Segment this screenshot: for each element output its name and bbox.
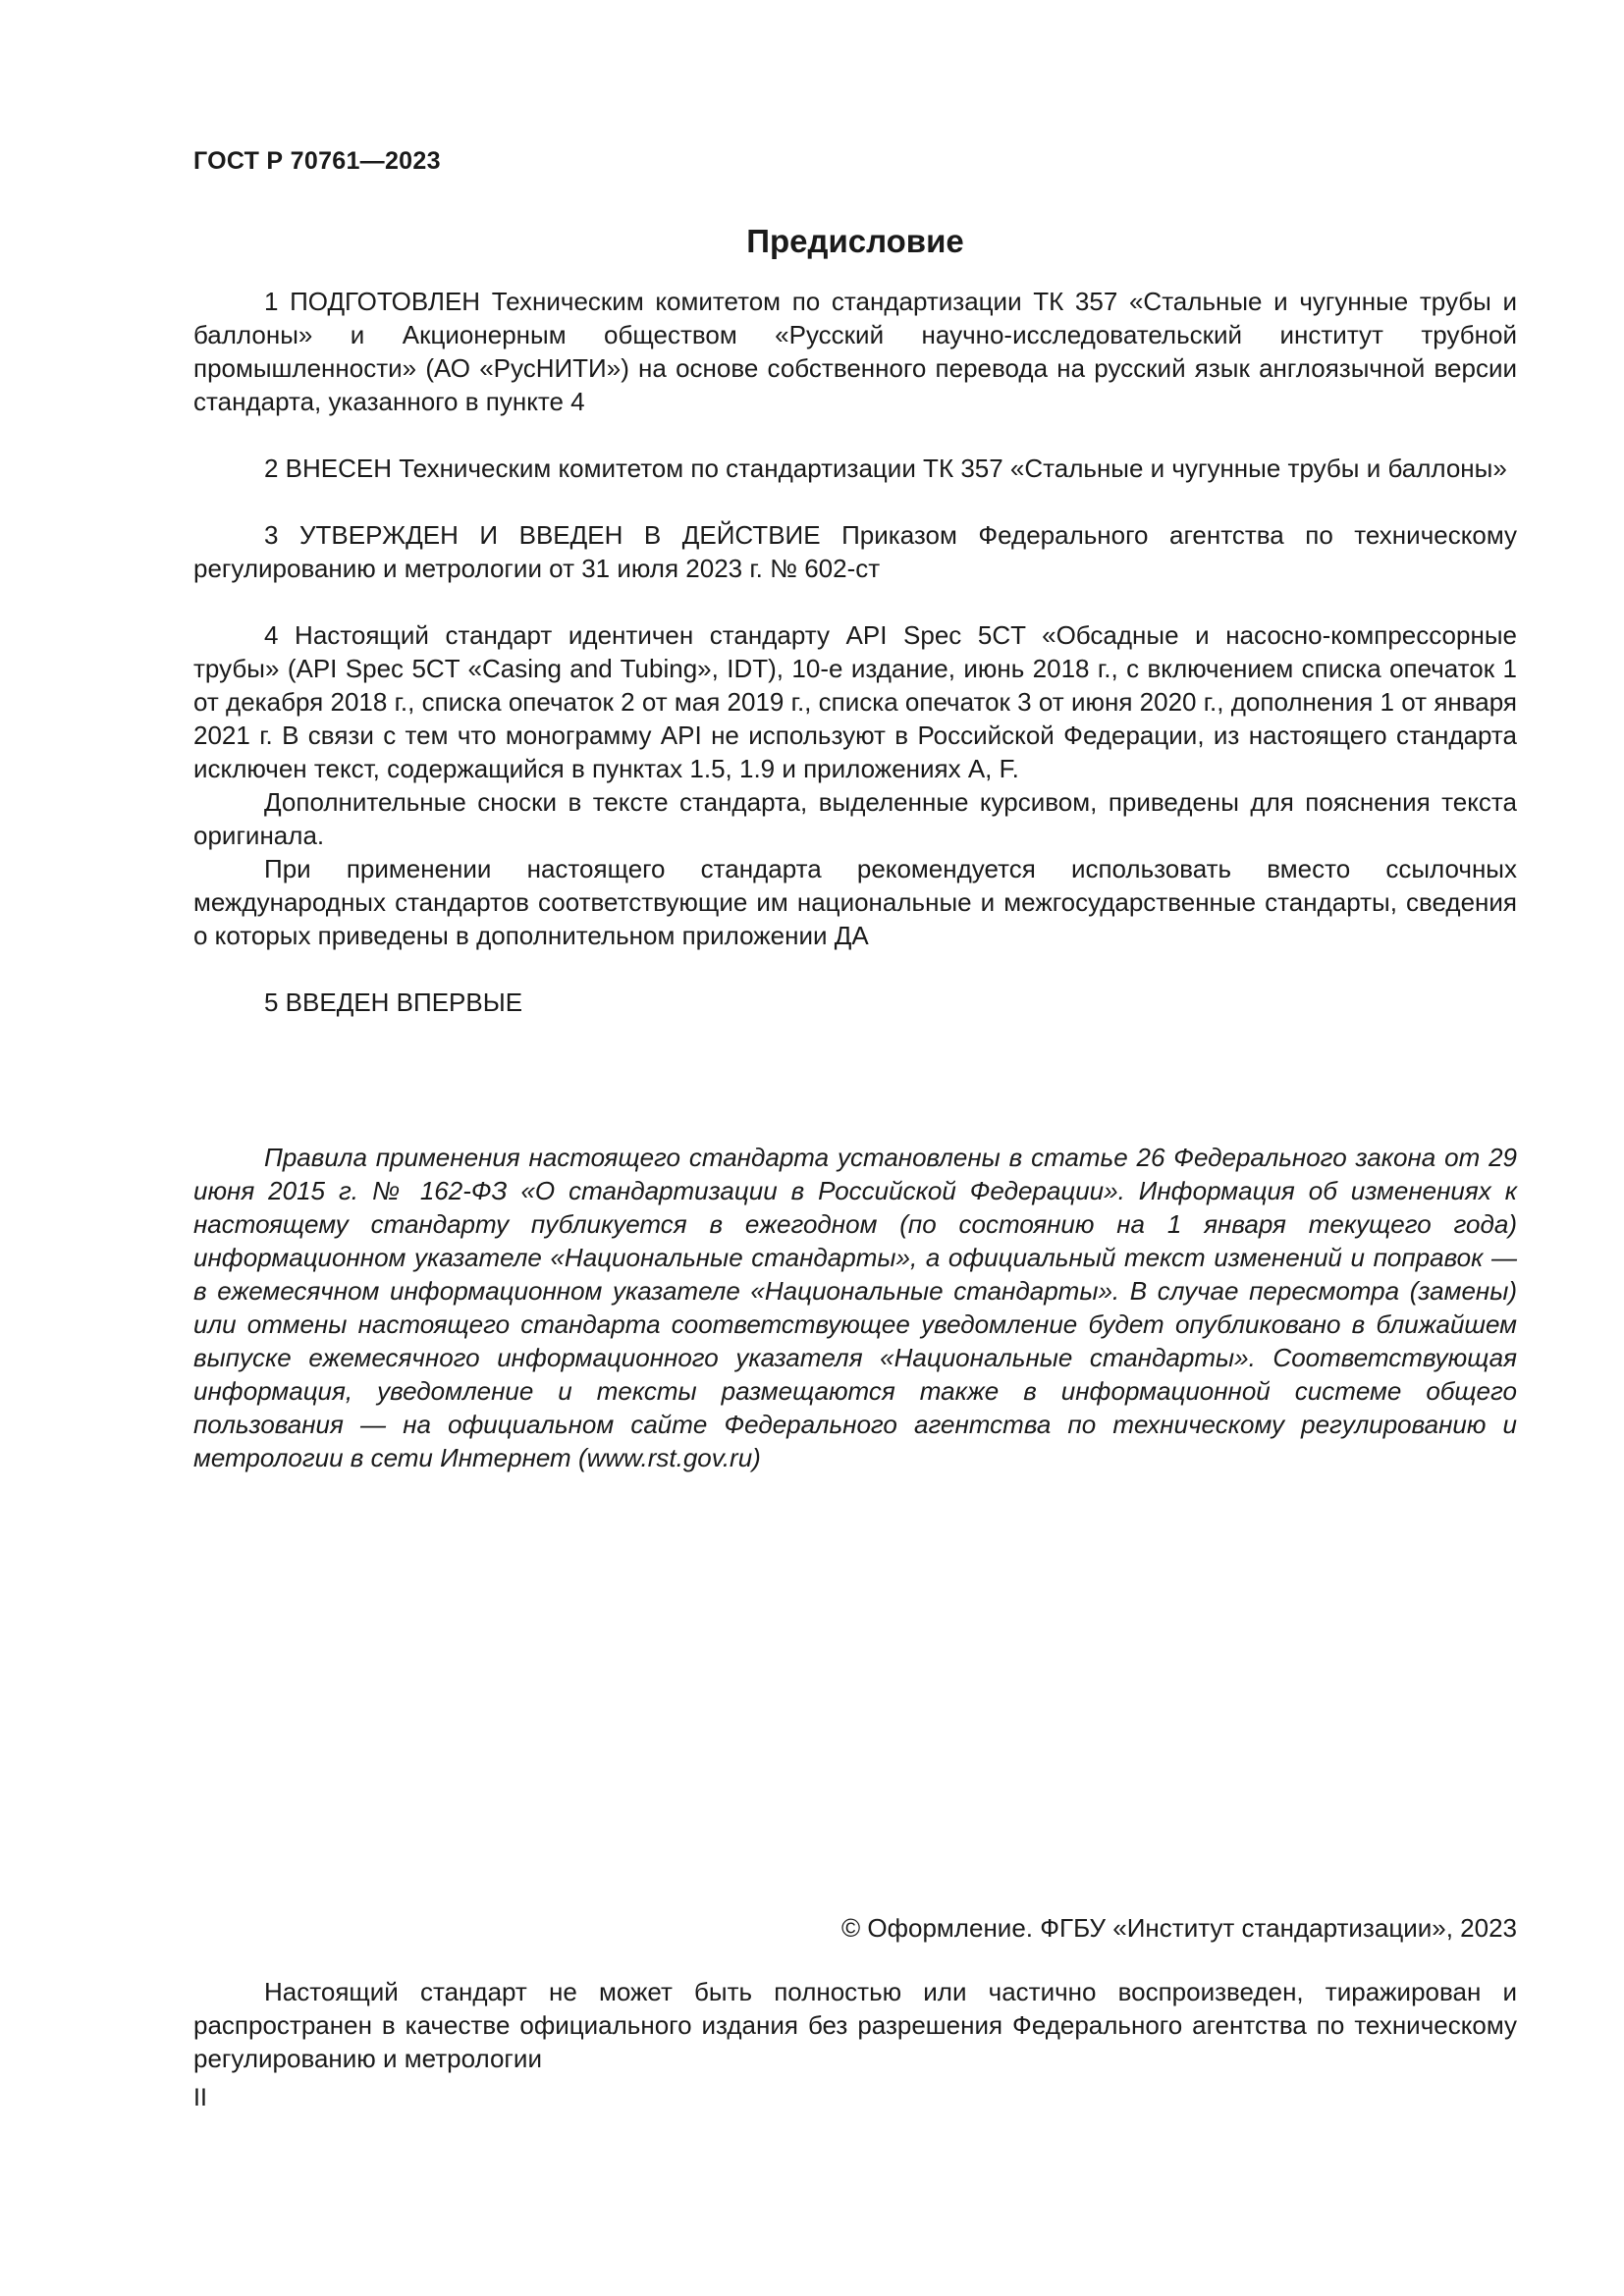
- copyright-line: © Оформление. ФГБУ «Институт стандартизации», 2023: [841, 1913, 1517, 1943]
- restriction-text: Настоящий стандарт не может быть полностью или частично воспроизведен, тиражирован и распространен в качестве официального издания без разрешения Федерального агентства по техническому регулированию и метрологии: [193, 1977, 1517, 2073]
- page-title: Предисловие: [746, 223, 964, 259]
- foreword-item-2: 2 ВНЕСЕН Техническим комитетом по стандартизации ТК 357 «Стальные и чугунные трубы и баллоны»: [264, 454, 1507, 483]
- foreword-body: [193, 285, 1517, 1019]
- foreword-item-4-note-references: При применении настоящего стандарта рекомендуется использовать вместо ссылочных международных стандартов соответствующие им национальные и межгосударственные стандарты, сведения о которых приведены в дополнительном приложении ДА: [193, 854, 1517, 950]
- document-code: ГОСТ Р 70761—2023: [193, 147, 441, 175]
- foreword-item-4-note-footnotes: Дополнительные сноски в тексте стандарта, выделенные курсивом, приведены для пояснения текста оригинала.: [193, 787, 1517, 850]
- application-rules-notice: [193, 1141, 1517, 1474]
- foreword-item-5: 5 ВВЕДЕН ВПЕРВЫЕ: [264, 988, 523, 1017]
- application-rules-text: Правила применения настоящего стандарта установлены в статье 26 Федерального закона от 29 июня 2015 г. № 162-ФЗ «О стандартизации в Российской Федерации». Информация об изменениях к настоящему стандарту публикуется в ежегодном (по состоянию на 1 января текущего года) информационном указателе «Национальные стандарты», а официальный текст изменений и поправок — в ежемесячном информационном указателе «Национальные стандарты». В случае пересмотра (замены) или отмены настоящего стандарта соответствующее уведомление будет опубликовано в ближайшем выпуске ежемесячного информационного указателя «Национальные стандарты». Соответствующая информация, уведомление и тексты размещаются также в информационной системе общего пользования — на официальном сайте Федерального агентства по техническому регулированию и метрологии в сети Интернет (www.rst.gov.ru): [193, 1143, 1517, 1472]
- page-number: II: [193, 2084, 207, 2111]
- foreword-item-3: 3 УТВЕРЖДЕН И ВВЕДЕН В ДЕЙСТВИЕ Приказом Федерального агентства по техническому регулированию и метрологии от 31 июля 2023 г. № 602-ст: [193, 520, 1517, 583]
- reproduction-restriction: [193, 1975, 1517, 2075]
- foreword-item-4: 4 Настоящий стандарт идентичен стандарту API Spec 5CT «Обсадные и насосно-компрессорные трубы» (API Spec 5CT «Casing and Tubing», IDT), 10-е издание, июнь 2018 г., с включением списка опечаток 1 от декабря 2018 г., списка опечаток 2 от мая 2019 г., списка опечаток 3 от июня 2020 г., дополнения 1 от января 2021 г. В связи с тем что монограмму API не используют в Российской Федерации, из настоящего стандарта исключен текст, содержащийся в пунктах 1.5, 1.9 и приложениях A, F.: [193, 620, 1517, 783]
- foreword-item-1: 1 ПОДГОТОВЛЕН Техническим комитетом по стандартизации ТК 357 «Стальные и чугунные трубы и баллоны» и Акционерным обществом «Русский научно-исследовательский институт трубной промышленности» (АО «РусНИТИ») на основе собственного перевода на русский язык англоязычной версии стандарта, указанного в пункте 4: [193, 287, 1517, 416]
